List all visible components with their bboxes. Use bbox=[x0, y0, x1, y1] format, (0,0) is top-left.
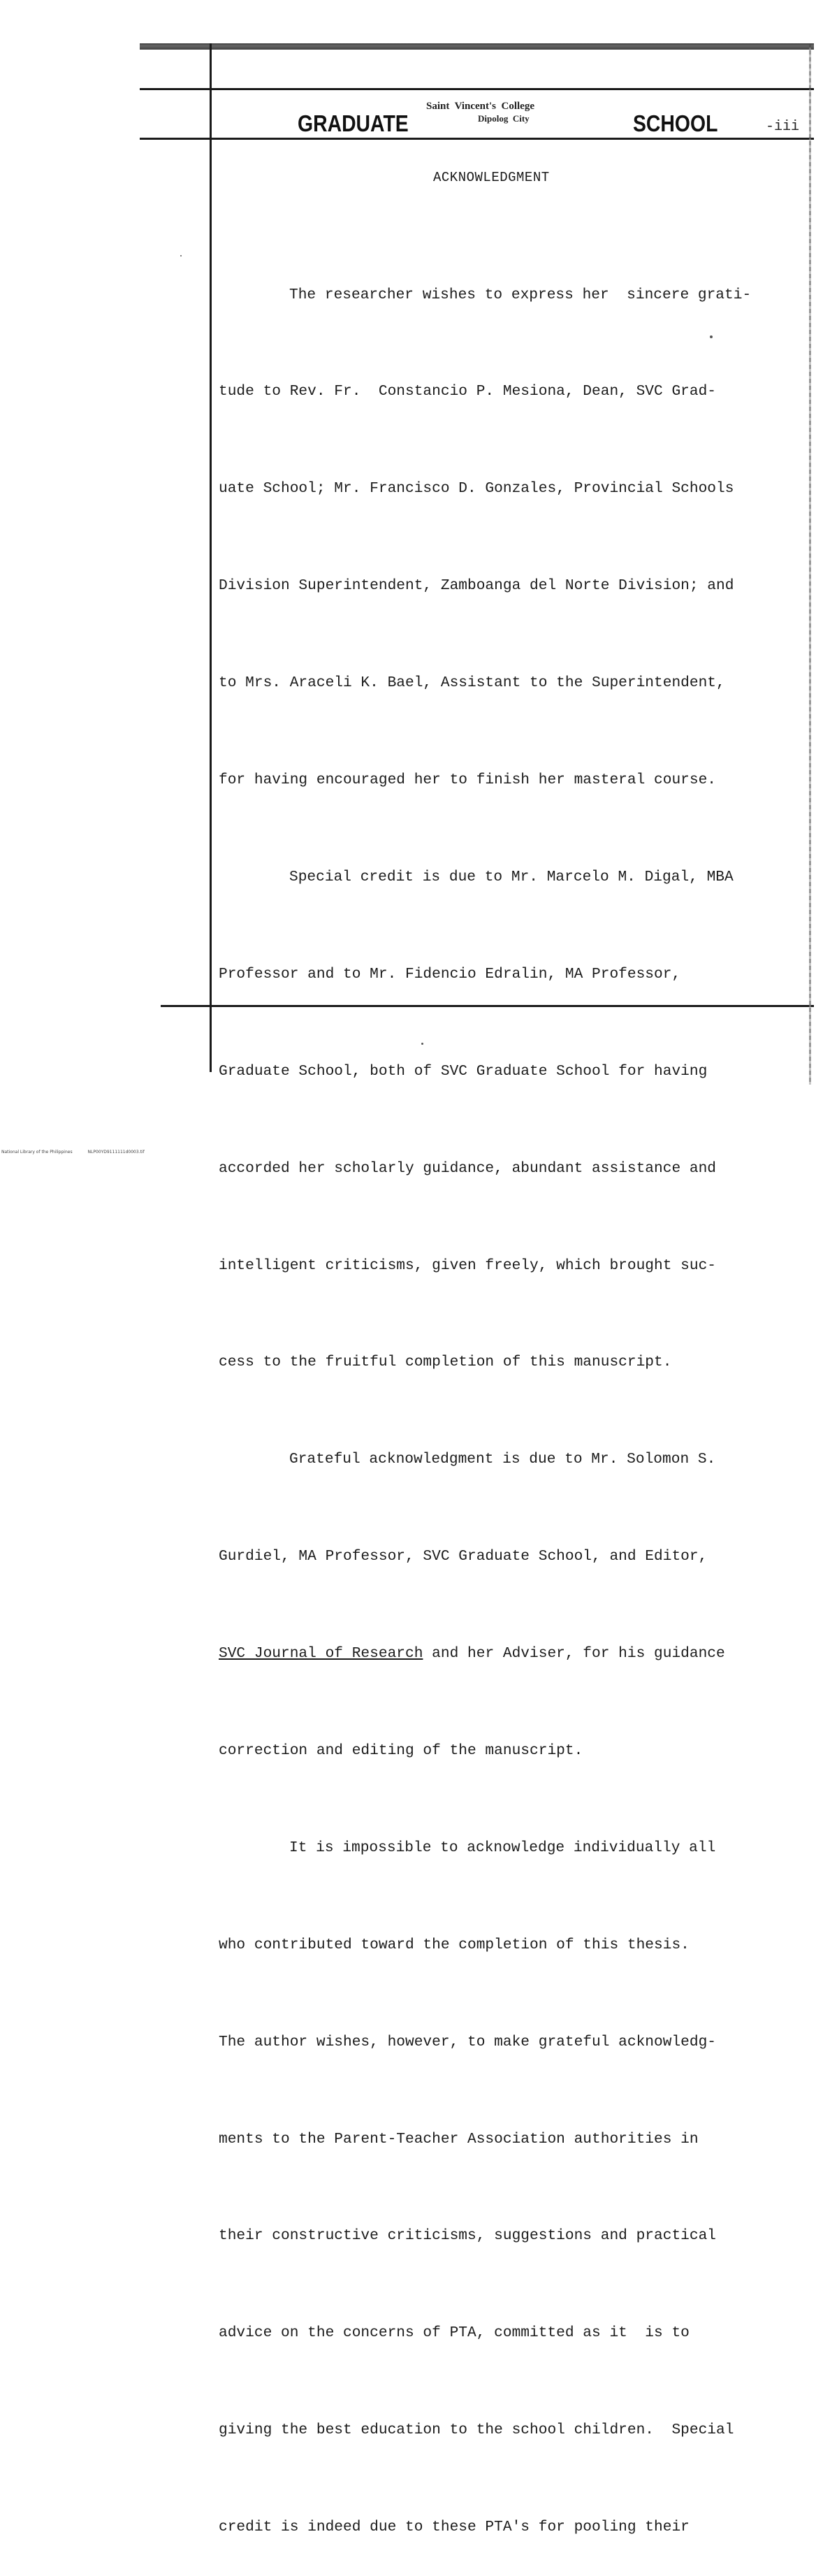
text-line: correction and editing of the manuscript. bbox=[219, 1742, 583, 1759]
scan-speck bbox=[180, 255, 182, 256]
text-line: Grateful acknowledgment is due to Mr. Solomon S. bbox=[289, 1451, 716, 1468]
header-rule bbox=[140, 88, 814, 90]
library-credit: National Library of the Philippines bbox=[1, 1150, 73, 1155]
college-name bbox=[426, 101, 608, 124]
text-line: credit is indeed due to these PTA's for pooling their bbox=[219, 2519, 690, 2536]
text-line: The author wishes, however, to make grateful acknowledg- bbox=[219, 2033, 717, 2050]
text-line: to Mrs. Araceli K. Bael, Assistant to the Superintendent, bbox=[219, 674, 725, 692]
text-line: who contributed toward the completion of this thesis. bbox=[219, 1936, 690, 1953]
header-graduate: GRADUATE bbox=[298, 110, 409, 136]
acknowledgment-body bbox=[219, 214, 806, 2576]
journal-title: SVC Journal of Research bbox=[219, 1645, 423, 1663]
text-line: Professor and to Mr. Fidencio Edralin, MA Professor, bbox=[219, 965, 681, 983]
scan-speck bbox=[421, 1043, 423, 1045]
scan-filename: NLP00YD9111111d0003.tif bbox=[87, 1150, 145, 1155]
text-line: intelligent criticisms, given freely, which brought suc- bbox=[219, 1257, 717, 1274]
text-line: uate School; Mr. Francisco D. Gonzales, Provincial Schools bbox=[219, 480, 734, 498]
text-line: Special credit is due to Mr. Marcelo M. Digal, MBA bbox=[289, 868, 734, 885]
text-line: Gurdiel, MA Professor, SVC Graduate School, and Editor, bbox=[219, 1548, 708, 1565]
text-line: Graduate School, both of SVC Graduate School for having bbox=[219, 1062, 708, 1080]
text-line: tude to Rev. Fr. Constancio P. Mesiona, Dean, SVC Grad- bbox=[219, 383, 717, 400]
text-line: cess to the fruitful completion of this manuscript. bbox=[219, 1354, 672, 1371]
text-line: giving the best education to the school children. Special bbox=[219, 2422, 734, 2439]
header-underline-rule bbox=[140, 138, 814, 140]
header-school: SCHOOL bbox=[633, 110, 718, 136]
text-line: for having encouraged her to finish her masteral course. bbox=[219, 772, 717, 789]
text-line-journal bbox=[219, 1637, 806, 1670]
college-name-line: Saint Vincent's College bbox=[426, 101, 535, 112]
margin-rule bbox=[210, 43, 212, 1072]
text-line: It is impossible to acknowledge individually all bbox=[289, 1839, 716, 1856]
page-edge bbox=[809, 43, 811, 1085]
top-rule bbox=[140, 43, 814, 50]
college-city-line: Dipolog City bbox=[478, 113, 530, 124]
page-title: ACKNOWLEDGMENT bbox=[433, 170, 550, 185]
page-number: -iii bbox=[766, 119, 800, 135]
text-line: advice on the concerns of PTA, committed as it is to bbox=[219, 2324, 690, 2342]
text-line: Division Superintendent, Zamboanga del Norte Division; and bbox=[219, 577, 734, 595]
text-line: accorded her scholarly guidance, abundant assistance and bbox=[219, 1159, 717, 1177]
text-fragment: and her Adviser, for his guidance bbox=[423, 1645, 725, 1663]
text-line: ments to the Parent-Teacher Association authorities in bbox=[219, 2130, 699, 2148]
text-line: The researcher wishes to express her sincere grati- bbox=[289, 286, 752, 303]
scan-speck bbox=[710, 335, 713, 338]
text-line: their constructive criticisms, suggestions and practical bbox=[219, 2227, 717, 2245]
scan-footer bbox=[1, 1150, 159, 1155]
